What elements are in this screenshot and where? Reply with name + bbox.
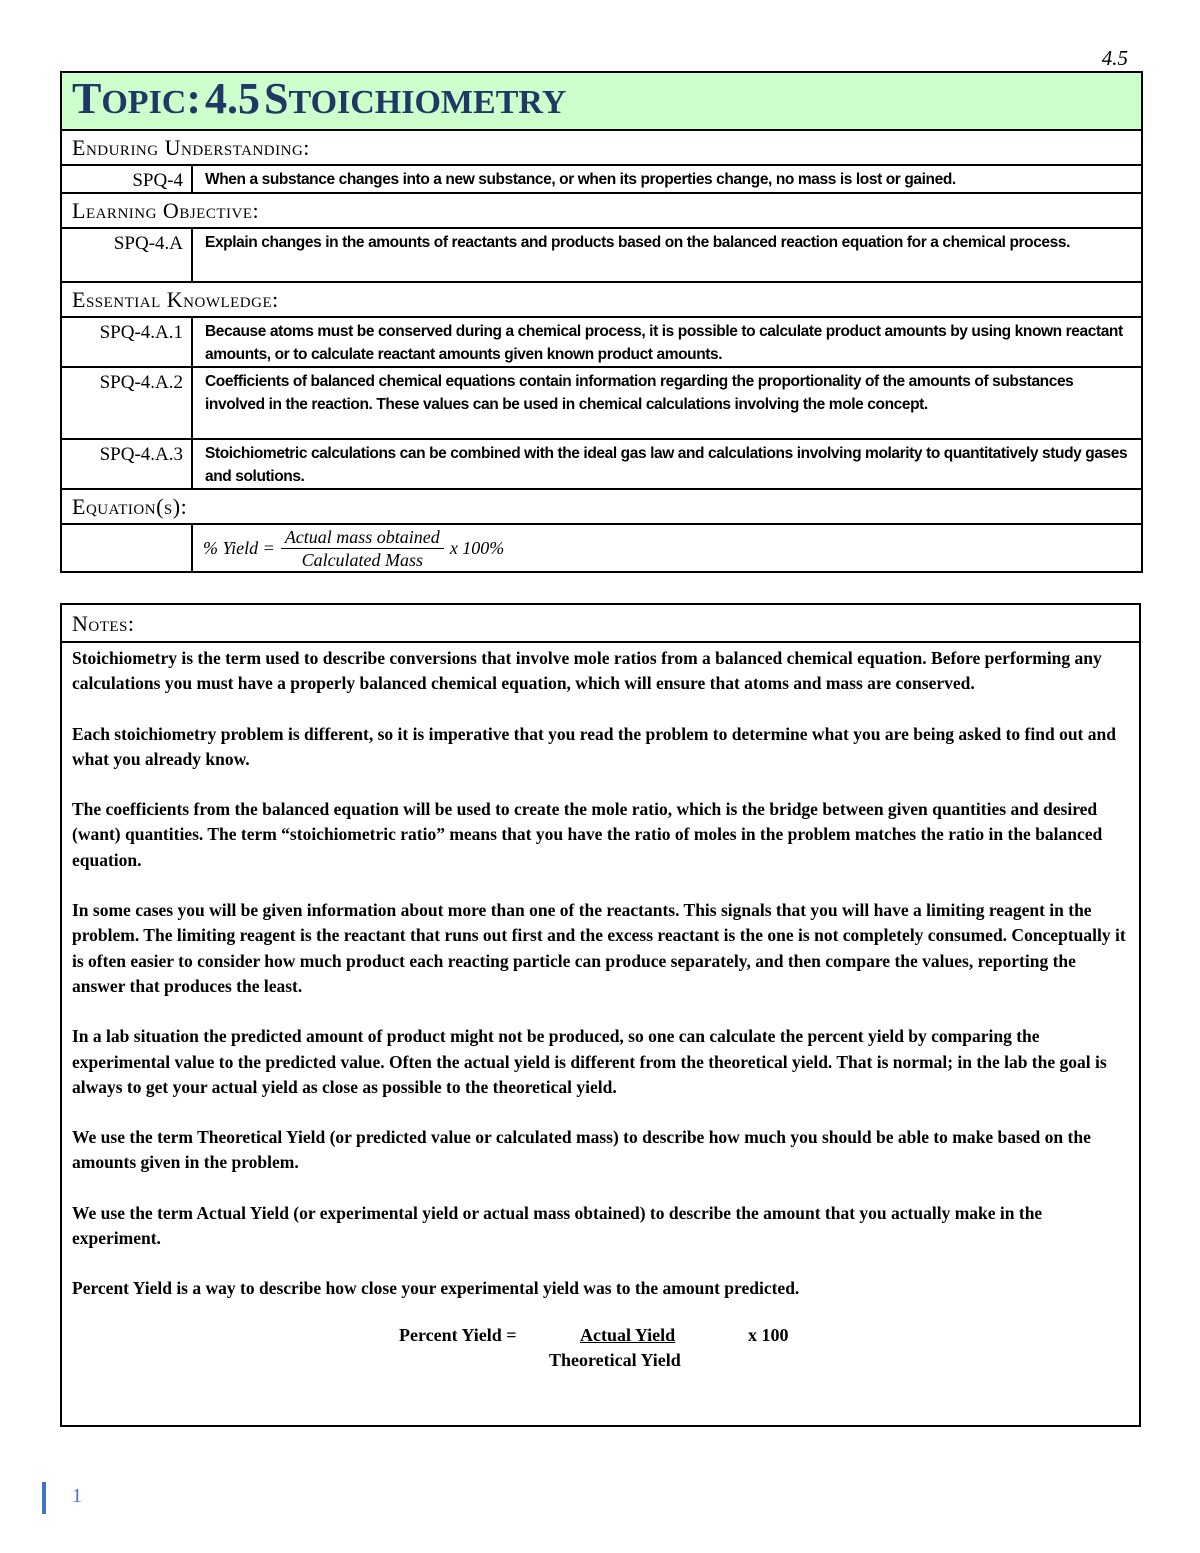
notes-paragraph: Each stoichiometry problem is different, so it is imperative that you read the problem to determine what you are being asked to find out and what you already know. [72, 723, 1116, 769]
topic-table [60, 71, 1143, 573]
footer-accent-bar [42, 1482, 46, 1514]
ek-code: SPQ-4.A.2 [61, 367, 192, 439]
equation-denominator: Calculated Mass [301, 549, 424, 570]
equation-numerator: Actual mass obtained [281, 526, 444, 549]
ek-code: SPQ-4.A.3 [61, 439, 192, 489]
equation-suffix: x 100% [449, 537, 505, 558]
page-number: 1 [72, 1485, 82, 1507]
ek-code: SPQ-4.A.1 [61, 317, 192, 367]
topic-title: TOPIC: 4.5 STOICHIOMETRY [61, 72, 1142, 130]
notes-paragraph: In some cases you will be given information about more than one of the reactants. This signals that you will have a limiting reagent in the problem. The limiting reagent is the reactant that runs out first and the excess reactant is the one is not completely consumed. Conceptually it is often easier to consider how much product each reacting particle can produce separately, and then compare the values, reporting the answer that produces the least. [72, 900, 1126, 996]
learning-objective-text: Explain changes in the amounts of reactants and products based on the balanced reaction equation for a chemical process. [192, 228, 1142, 282]
notes-paragraph: In a lab situation the predicted amount of product might not be produced, so one can calculate the percent yield by comparing the experimental value to the predicted value. Often the actual yield is different from the theoretical yield. That is normal; in the lab the goal is always to get your actual yield as close as possible to the theoretical yield. [72, 1026, 1107, 1097]
learning-objective-code: SPQ-4.A [61, 228, 192, 282]
notes-paragraph: Percent Yield is a way to describe how close your experimental yield was to the amount predicted. [72, 1278, 800, 1299]
essential-knowledge-heading: Essential Knowledge: [61, 282, 1142, 317]
enduring-understanding-text: When a substance changes into a new substance, or when its properties change, no mass is lost or gained. [192, 165, 1142, 193]
equation-fraction [281, 526, 444, 571]
formula-label: Percent Yield = [399, 1324, 517, 1345]
page-header-number: 4.5 [1101, 46, 1128, 70]
formula-times: x 100 [748, 1324, 789, 1345]
equation-cell [192, 524, 1142, 572]
notes-paragraph: Stoichiometry is the term used to describe conversions that involve mole ratios from a balanced chemical equation. Before performing any calculations you must have a properly balanced chemical equation, which will ensure that atoms and mass are conserved. [72, 648, 1102, 694]
formula-denominator: Theoretical Yield [549, 1349, 681, 1370]
percent-yield-formula [72, 1323, 1129, 1373]
percent-yield-equation [193, 525, 1141, 571]
ek-text: Stoichiometric calculations can be combined with the ideal gas law and calculations involving molarity to quantitatively study gases and solutions. [192, 439, 1142, 489]
formula-numerator: Actual Yield [580, 1324, 676, 1345]
notes-paragraph: We use the term Theoretical Yield (or predicted value or calculated mass) to describe how much you should be able to make based on the amounts given in the problem. [72, 1127, 1091, 1173]
enduring-understanding-code: SPQ-4 [61, 165, 192, 193]
notes-body [62, 643, 1139, 1373]
notes-heading: Notes: [62, 605, 1139, 643]
ek-text: Because atoms must be conserved during a chemical process, it is possible to calculate product amounts by using known reactant amounts, or to calculate reactant amounts given known product amounts. [192, 317, 1142, 367]
notes-paragraph: The coefficients from the balanced equation will be used to create the mole ratio, which is the bridge between given quantities and desired (want) quantities. The term “stoichiometric ratio” means that you have the ratio of moles in the problem matches the ratio in the balanced equation. [72, 799, 1103, 870]
learning-objective-heading: Learning Objective: [61, 193, 1142, 228]
equation-blank-cell [61, 524, 192, 572]
equation-lhs: % Yield = [203, 537, 275, 558]
notes-paragraph: We use the term Actual Yield (or experimental yield or actual mass obtained) to describe the amount that you actually make in the experiment. [72, 1202, 1043, 1249]
enduring-understanding-heading: Enduring Understanding: [61, 130, 1142, 165]
notes-box [60, 603, 1141, 1427]
equations-heading: Equation(s): [61, 489, 1142, 524]
ek-text: Coefficients of balanced chemical equations contain information regarding the proportionality of the amounts of substances involved in the reaction. These values can be used in chemical calculations involving the mole concept. [192, 367, 1142, 439]
